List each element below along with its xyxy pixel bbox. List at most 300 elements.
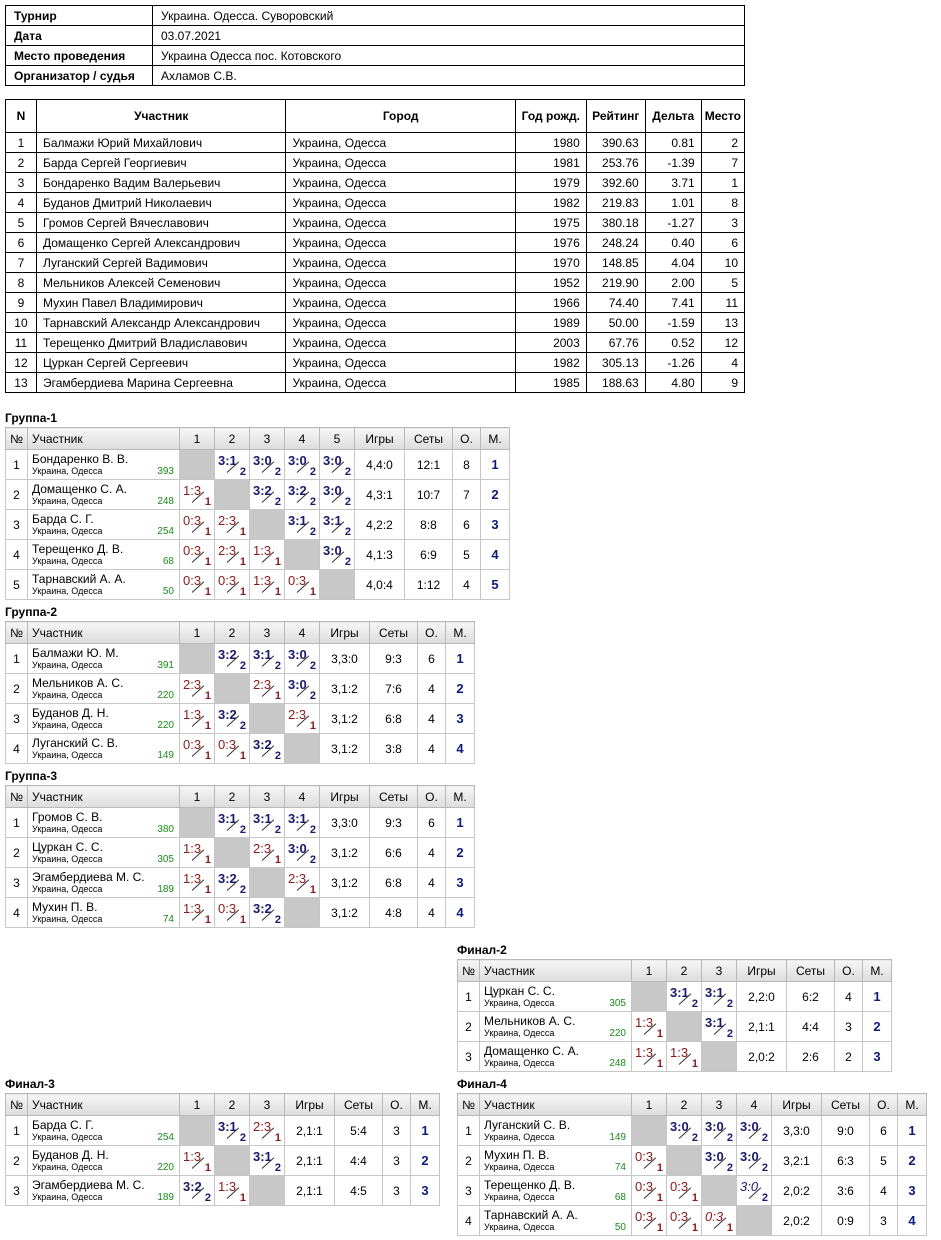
- match-points: 2: [309, 466, 316, 478]
- match-score: 0:3: [288, 573, 307, 588]
- player-cell: [28, 1116, 180, 1146]
- participant-row: [6, 213, 745, 233]
- place-cell: 1: [446, 644, 475, 674]
- participant-place: 2: [701, 133, 744, 153]
- player-name: Терещенко Д. В.: [32, 542, 124, 556]
- match-points: 2: [274, 750, 281, 762]
- match-points: 2: [309, 526, 316, 538]
- participant-number: 12: [6, 353, 37, 373]
- player-name: Мухин П. В.: [484, 1148, 550, 1162]
- participant-rating: 188.63: [586, 373, 645, 393]
- match-points: 2: [344, 496, 351, 508]
- col-header-opponent: 4: [737, 1094, 772, 1116]
- games-cell: 3,1:2: [320, 674, 370, 704]
- player-city: Украина, Одесса: [484, 998, 555, 1008]
- match-points: 2: [761, 1162, 768, 1174]
- participants-table: [5, 99, 745, 393]
- participant-number: 11: [6, 333, 37, 353]
- match-points: 2: [726, 998, 733, 1010]
- match-points: 2: [726, 1028, 733, 1040]
- match-score-cell: [180, 838, 215, 868]
- match-score-cell: [632, 1206, 667, 1236]
- player-rating: 50: [162, 586, 174, 597]
- player-cell: [28, 450, 180, 480]
- col-header-place: М.: [863, 960, 892, 982]
- place-cell: 2: [898, 1146, 927, 1176]
- player-rating: 254: [157, 1132, 174, 1143]
- player-rating: 393: [157, 466, 174, 477]
- participant-city: Украина, Одесса: [286, 333, 515, 353]
- match-score: 1:3: [218, 1179, 237, 1194]
- participant-delta: 4.04: [645, 253, 701, 273]
- match-score: 3:1: [705, 985, 724, 1000]
- match-score: 2:3: [253, 677, 272, 692]
- match-score: 1:3: [183, 871, 202, 886]
- match-score-cell: [180, 480, 215, 510]
- match-score-cell: [667, 1116, 702, 1146]
- match-score-cell: [250, 808, 285, 838]
- col-header-games: Игры: [320, 622, 370, 644]
- match-score-cell: [702, 1116, 737, 1146]
- match-points: 1: [204, 526, 211, 538]
- match-points: 1: [656, 1222, 663, 1234]
- standings-row: [6, 808, 475, 838]
- col-header-no: №: [6, 622, 28, 644]
- games-cell: 2,2:0: [737, 982, 787, 1012]
- player-name: Буданов Д. Н.: [32, 706, 109, 720]
- row-number: 5: [6, 570, 28, 600]
- sets-cell: 6:8: [370, 704, 418, 734]
- participant-place: 4: [701, 353, 744, 373]
- player-name: Тарнавский А. А.: [32, 572, 126, 586]
- row-number: 1: [6, 644, 28, 674]
- sets-cell: 6:2: [787, 982, 835, 1012]
- match-points: 1: [204, 556, 211, 568]
- games-cell: 4,4:0: [355, 450, 405, 480]
- participant-rating: 67.76: [586, 333, 645, 353]
- match-score: 2:3: [253, 841, 272, 856]
- col-header-points: О.: [418, 622, 446, 644]
- match-points: 2: [239, 1132, 246, 1144]
- match-points: 2: [309, 690, 316, 702]
- standings-row: [458, 982, 892, 1012]
- participant-delta: 0.81: [645, 133, 701, 153]
- participant-city: Украина, Одесса: [286, 193, 515, 213]
- group-2: [5, 605, 475, 764]
- player-city: Украина, Одесса: [32, 720, 103, 730]
- self-match-cell: [180, 644, 215, 674]
- match-score: 3:1: [670, 985, 689, 1000]
- col-header-opponent: 2: [215, 1094, 250, 1116]
- sets-cell: 3:8: [370, 734, 418, 764]
- participant-birth-year: 1975: [515, 213, 586, 233]
- player-rating: 220: [157, 690, 174, 701]
- match-score: 1:3: [183, 841, 202, 856]
- player-rating: 248: [157, 496, 174, 507]
- col-header-points: О.: [418, 786, 446, 808]
- col-header-opponent: 2: [667, 1094, 702, 1116]
- match-score: 3:0: [323, 483, 342, 498]
- player-rating: 149: [157, 750, 174, 761]
- match-points: 1: [239, 750, 246, 762]
- match-score-cell: [250, 898, 285, 928]
- points-cell: 7: [453, 480, 481, 510]
- games-cell: 3,1:2: [320, 838, 370, 868]
- row-number: 3: [458, 1176, 480, 1206]
- player-rating: 74: [614, 1162, 626, 1173]
- standings-row: [6, 540, 510, 570]
- player-name: Эгамбердиева М. С.: [32, 870, 145, 884]
- participant-name: Буданов Дмитрий Николаевич: [36, 193, 285, 213]
- participant-city: Украина, Одесса: [286, 173, 515, 193]
- match-score: 0:3: [670, 1209, 689, 1224]
- match-points: 2: [239, 466, 246, 478]
- participant-name: Луганский Сергей Вадимович: [36, 253, 285, 273]
- participant-delta: -1.59: [645, 313, 701, 333]
- self-match-cell: [250, 704, 285, 734]
- col-header-sets: Сеты: [335, 1094, 383, 1116]
- place-cell: 3: [411, 1176, 440, 1206]
- standings-row: [458, 1116, 927, 1146]
- place-cell: 1: [446, 808, 475, 838]
- self-match-cell: [702, 1042, 737, 1072]
- col-header-opponent: 3: [702, 960, 737, 982]
- participant-birth-year: 1970: [515, 253, 586, 273]
- standings-row: [6, 704, 475, 734]
- player-city: Украина, Одесса: [32, 914, 103, 924]
- match-score: 3:2: [218, 871, 237, 886]
- participant-birth-year: 1982: [515, 193, 586, 213]
- player-rating: 248: [609, 1058, 626, 1069]
- place-cell: 5: [481, 570, 510, 600]
- points-cell: 6: [418, 808, 446, 838]
- sets-cell: 10:7: [405, 480, 453, 510]
- games-cell: 3,3:0: [320, 808, 370, 838]
- player-city: Украина, Одесса: [32, 690, 103, 700]
- match-score-cell: [215, 808, 250, 838]
- games-cell: 3,1:2: [320, 734, 370, 764]
- match-score: 3:2: [288, 483, 307, 498]
- player-city: Украина, Одесса: [484, 1028, 555, 1038]
- col-header-sets: Сеты: [822, 1094, 870, 1116]
- match-score-cell: [215, 644, 250, 674]
- standings-row: [6, 480, 510, 510]
- standings-header-row: [6, 786, 475, 808]
- col-header-place: М.: [411, 1094, 440, 1116]
- match-score-cell: [320, 510, 355, 540]
- player-name: Громов С. В.: [32, 810, 103, 824]
- info-value: Ахламов С.В.: [153, 66, 745, 86]
- participant-rating: 392.60: [586, 173, 645, 193]
- info-value: Украина Одесса пос. Котовского: [153, 46, 745, 66]
- match-score: 2:3: [183, 677, 202, 692]
- col-header-no: №: [6, 1094, 28, 1116]
- player-name: Терещенко Д. В.: [484, 1178, 576, 1192]
- player-name: Буданов Д. Н.: [32, 1148, 109, 1162]
- match-points: 1: [656, 1058, 663, 1070]
- player-rating: 254: [157, 526, 174, 537]
- games-cell: 3,1:2: [320, 868, 370, 898]
- col-header-opponent: 2: [667, 960, 702, 982]
- group-3: [5, 769, 475, 928]
- match-points: 2: [691, 1132, 698, 1144]
- participant-name: Балмажи Юрий Михайлович: [36, 133, 285, 153]
- player-name: Мельников А. С.: [32, 676, 124, 690]
- col-header-opponent: 2: [215, 786, 250, 808]
- participant-place: 12: [701, 333, 744, 353]
- participant-delta: -1.26: [645, 353, 701, 373]
- tournament-info-table: [5, 5, 745, 86]
- match-score-cell: [180, 868, 215, 898]
- games-cell: 2,1:1: [285, 1146, 335, 1176]
- match-points: 2: [726, 1132, 733, 1144]
- col-header-rating: Рейтинг: [586, 100, 645, 133]
- participant-place: 7: [701, 153, 744, 173]
- col-header-opponent: 1: [180, 428, 215, 450]
- row-number: 2: [6, 480, 28, 510]
- player-city: Украина, Одесса: [484, 1058, 555, 1068]
- col-header-opponent: 1: [632, 1094, 667, 1116]
- player-cell: [480, 1146, 632, 1176]
- match-score: 1:3: [253, 543, 272, 558]
- games-cell: 4,3:1: [355, 480, 405, 510]
- participant-number: 5: [6, 213, 37, 233]
- participant-name: Домащенко Сергей Александрович: [36, 233, 285, 253]
- points-cell: 8: [453, 450, 481, 480]
- match-points: 2: [309, 854, 316, 866]
- participant-number: 10: [6, 313, 37, 333]
- match-score: 1:3: [670, 1045, 689, 1060]
- match-score: 3:2: [218, 707, 237, 722]
- col-header-place: М.: [446, 786, 475, 808]
- participant-name: Мельников Алексей Семенович: [36, 273, 285, 293]
- row-number: 2: [458, 1146, 480, 1176]
- participant-number: 6: [6, 233, 37, 253]
- points-cell: 3: [835, 1012, 863, 1042]
- match-points: 1: [239, 526, 246, 538]
- participant-number: 3: [6, 173, 37, 193]
- match-score-cell: [737, 1176, 772, 1206]
- match-score: 3:2: [218, 647, 237, 662]
- player-city: Украина, Одесса: [32, 1192, 103, 1202]
- standings-row: [6, 510, 510, 540]
- player-rating: 305: [609, 998, 626, 1009]
- row-number: 1: [6, 808, 28, 838]
- player-name: Луганский С. В.: [32, 736, 119, 750]
- match-score: 0:3: [635, 1209, 654, 1224]
- match-points: 1: [204, 914, 211, 926]
- col-header-player: Участник: [28, 428, 180, 450]
- participant-delta: 3.71: [645, 173, 701, 193]
- match-points: 1: [204, 720, 211, 732]
- match-score-cell: [180, 734, 215, 764]
- self-match-cell: [737, 1206, 772, 1236]
- participant-place: 5: [701, 273, 744, 293]
- col-header-opponent: 3: [702, 1094, 737, 1116]
- sets-cell: 4:5: [335, 1176, 383, 1206]
- self-match-cell: [320, 570, 355, 600]
- match-score: 1:3: [183, 707, 202, 722]
- player-rating: 220: [609, 1028, 626, 1039]
- self-match-cell: [250, 510, 285, 540]
- match-points: 2: [344, 556, 351, 568]
- col-header-opponent: 1: [180, 786, 215, 808]
- participant-rating: 390.63: [586, 133, 645, 153]
- col-header-opponent: 4: [285, 622, 320, 644]
- match-score-cell: [737, 1116, 772, 1146]
- match-points: 1: [309, 720, 316, 732]
- self-match-cell: [180, 450, 215, 480]
- row-number: 4: [6, 734, 28, 764]
- place-cell: 4: [446, 898, 475, 928]
- self-match-cell: [215, 674, 250, 704]
- match-score-cell: [667, 1176, 702, 1206]
- col-header-opponent: 1: [180, 1094, 215, 1116]
- match-score: 3:0: [740, 1119, 759, 1134]
- match-score-cell: [285, 480, 320, 510]
- match-score: 3:0: [740, 1179, 759, 1194]
- player-rating: 220: [157, 720, 174, 731]
- info-key: Организатор / судья: [6, 66, 153, 86]
- participant-city: Украина, Одесса: [286, 273, 515, 293]
- player-city: Украина, Одесса: [32, 586, 103, 596]
- participant-row: [6, 273, 745, 293]
- player-city: Украина, Одесса: [32, 1162, 103, 1172]
- participant-delta: 2.00: [645, 273, 701, 293]
- standings-header-row: [458, 1094, 927, 1116]
- row-number: 4: [6, 898, 28, 928]
- col-header-player: Участник: [28, 1094, 180, 1116]
- match-score-cell: [250, 838, 285, 868]
- points-cell: 5: [870, 1146, 898, 1176]
- match-score: 0:3: [635, 1179, 654, 1194]
- self-match-cell: [702, 1176, 737, 1206]
- player-city: Украина, Одесса: [32, 556, 103, 566]
- games-cell: 2,1:1: [285, 1176, 335, 1206]
- games-cell: 4,2:2: [355, 510, 405, 540]
- col-header-no: №: [458, 960, 480, 982]
- participant-place: 13: [701, 313, 744, 333]
- col-header-player: Участник: [28, 786, 180, 808]
- sets-cell: 6:8: [370, 868, 418, 898]
- group-title: Финал-3: [5, 1077, 55, 1091]
- participant-delta: 7.41: [645, 293, 701, 313]
- match-score-cell: [285, 674, 320, 704]
- sets-cell: 6:6: [370, 838, 418, 868]
- player-city: Украина, Одесса: [32, 526, 103, 536]
- row-number: 1: [6, 1116, 28, 1146]
- col-header-city: Город: [286, 100, 515, 133]
- info-value: 03.07.2021: [153, 26, 745, 46]
- standings-table: [5, 1093, 440, 1206]
- points-cell: 4: [418, 898, 446, 928]
- standings-row: [458, 1206, 927, 1236]
- points-cell: 4: [418, 674, 446, 704]
- standings-row: [6, 734, 475, 764]
- participant-row: [6, 293, 745, 313]
- match-score: 1:3: [183, 901, 202, 916]
- match-score: 0:3: [218, 573, 237, 588]
- participant-city: Украина, Одесса: [286, 373, 515, 393]
- match-score: 3:1: [253, 1149, 272, 1164]
- match-points: 2: [274, 1162, 281, 1174]
- participant-city: Украина, Одесса: [286, 293, 515, 313]
- self-match-cell: [215, 480, 250, 510]
- standings-table: [5, 621, 475, 764]
- player-cell: [480, 1012, 632, 1042]
- games-cell: 3,1:2: [320, 898, 370, 928]
- player-cell: [28, 510, 180, 540]
- col-header-games: Игры: [355, 428, 405, 450]
- points-cell: 3: [383, 1146, 411, 1176]
- place-cell: 3: [481, 510, 510, 540]
- points-cell: 6: [870, 1116, 898, 1146]
- match-score: 0:3: [183, 513, 202, 528]
- match-score: 3:1: [323, 513, 342, 528]
- player-name: Барда С. Г.: [32, 1118, 94, 1132]
- points-cell: 4: [870, 1176, 898, 1206]
- match-score-cell: [215, 1116, 250, 1146]
- player-name: Домащенко С. А.: [32, 482, 127, 496]
- match-points: 1: [239, 914, 246, 926]
- sets-cell: 3:6: [822, 1176, 870, 1206]
- participant-place: 3: [701, 213, 744, 233]
- match-score-cell: [215, 540, 250, 570]
- match-points: 2: [309, 660, 316, 672]
- participant-name: Цуркан Сергей Сергеевич: [36, 353, 285, 373]
- row-number: 3: [6, 1176, 28, 1206]
- match-points: 1: [691, 1058, 698, 1070]
- participant-delta: -1.27: [645, 213, 701, 233]
- points-cell: 2: [835, 1042, 863, 1072]
- match-score-cell: [702, 1206, 737, 1236]
- participant-number: 8: [6, 273, 37, 293]
- match-score: 3:0: [288, 677, 307, 692]
- participant-place: 10: [701, 253, 744, 273]
- participant-place: 9: [701, 373, 744, 393]
- row-number: 3: [6, 510, 28, 540]
- sets-cell: 7:6: [370, 674, 418, 704]
- match-points: 1: [726, 1222, 733, 1234]
- match-score-cell: [632, 1042, 667, 1072]
- player-city: Украина, Одесса: [484, 1162, 555, 1172]
- match-score-cell: [320, 450, 355, 480]
- row-number: 1: [458, 1116, 480, 1146]
- match-score-cell: [250, 570, 285, 600]
- participant-birth-year: 1966: [515, 293, 586, 313]
- place-cell: 1: [481, 450, 510, 480]
- match-score-cell: [667, 982, 702, 1012]
- match-points: 1: [274, 854, 281, 866]
- row-number: 3: [458, 1042, 480, 1072]
- col-header-points: О.: [835, 960, 863, 982]
- match-score-cell: [702, 982, 737, 1012]
- match-points: 1: [204, 690, 211, 702]
- col-header-points: О.: [870, 1094, 898, 1116]
- match-score-cell: [215, 868, 250, 898]
- match-score: 2:3: [253, 1119, 272, 1134]
- participant-name: Эгамбердиева Марина Сергеевна: [36, 373, 285, 393]
- player-city: Украина, Одесса: [32, 884, 103, 894]
- self-match-cell: [215, 1146, 250, 1176]
- standings-row: [6, 1116, 440, 1146]
- games-cell: 2,0:2: [737, 1042, 787, 1072]
- col-header-opponent: 5: [320, 428, 355, 450]
- points-cell: 4: [453, 570, 481, 600]
- col-header-player: Участник: [480, 1094, 632, 1116]
- match-score: 0:3: [218, 737, 237, 752]
- points-cell: 6: [453, 510, 481, 540]
